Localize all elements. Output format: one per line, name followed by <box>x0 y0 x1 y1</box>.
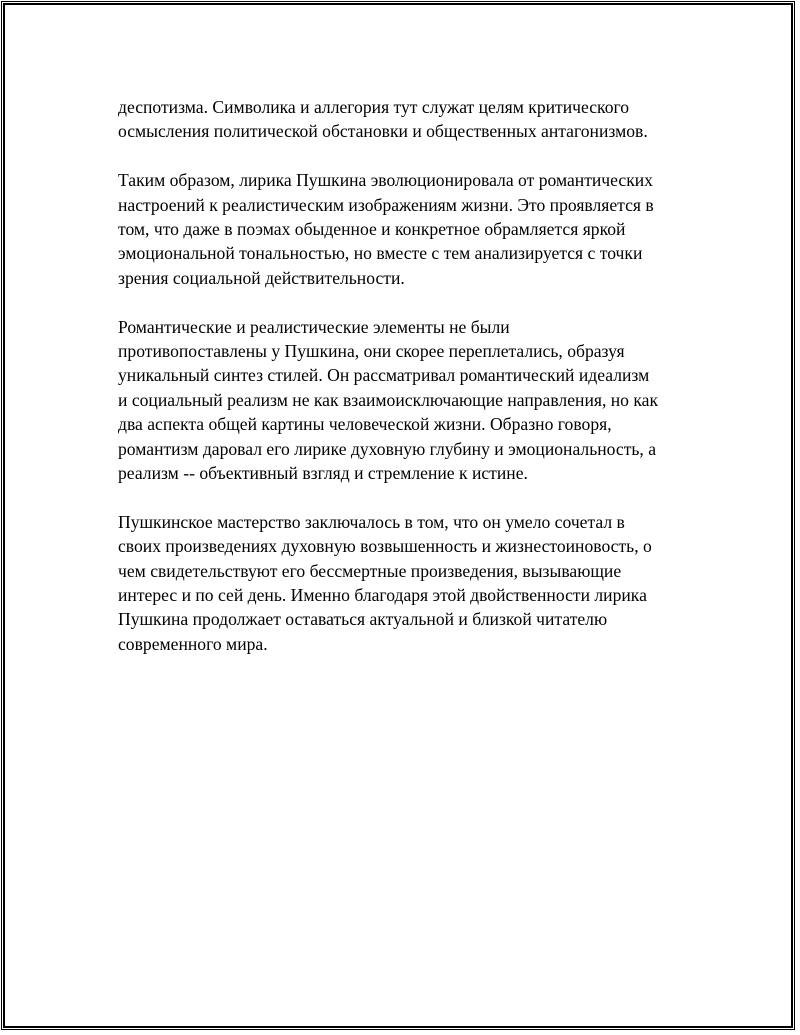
text-line: эмоциональной тональностью, но вместе с тем анализируется с точки <box>118 243 643 264</box>
text-line: Пушкина продолжает оставаться актуальной и близкой читателю <box>118 609 608 630</box>
text-line: чем свидетельствуют его бессмертные произведения, вызывающие <box>118 560 622 581</box>
text-line: Таким образом, лирика Пушкина эволюционировала от романтических <box>118 170 653 191</box>
text-line: деспотизма. Символика и аллегория тут служат целям критического <box>118 97 630 117</box>
text-line: Романтические и реалистические элементы не были <box>118 316 510 337</box>
paragraph-3 <box>118 315 698 486</box>
text-line: современного мира. <box>118 633 268 654</box>
text-line: осмысления политической обстановки и общественных антагонизмов. <box>118 121 648 142</box>
text-line: уникальный синтез стилей. Он рассматривал романтический идеализм <box>118 365 650 386</box>
paragraph-1 <box>118 95 698 144</box>
text-line: реализм -- объективный взгляд и стремление к истине. <box>118 463 528 484</box>
text-line: и социальный реализм не как взаимоисключающие направления, но как <box>118 389 658 410</box>
text-line: два аспекта общей картины человеческой жизни. Образно говоря, <box>118 414 612 435</box>
text-line: настроений к реалистическим изображениям жизни. Это проявляется в <box>118 194 654 215</box>
text-line: том, что даже в поэмах обыденное и конкретное обрамляется яркой <box>118 219 626 240</box>
document-body <box>118 95 698 681</box>
paragraph-2 <box>118 168 698 290</box>
text-line: зрения социальной действительности. <box>118 267 405 288</box>
text-line: своих произведениях духовную возвышенность и жизнестоиновость, о <box>118 536 652 557</box>
text-line: интерес и по сей день. Именно благодаря этой двойственности лирика <box>118 585 647 606</box>
text-line: противопоставлены у Пушкина, они скорее переплетались, образуя <box>118 341 625 362</box>
text-line: романтизм даровал его лирике духовную глубину и эмоциональность, а <box>118 438 657 459</box>
text-line: Пушкинское мастерство заключалось в том, что он умело сочетал в <box>118 511 625 532</box>
paragraph-4 <box>118 510 698 656</box>
